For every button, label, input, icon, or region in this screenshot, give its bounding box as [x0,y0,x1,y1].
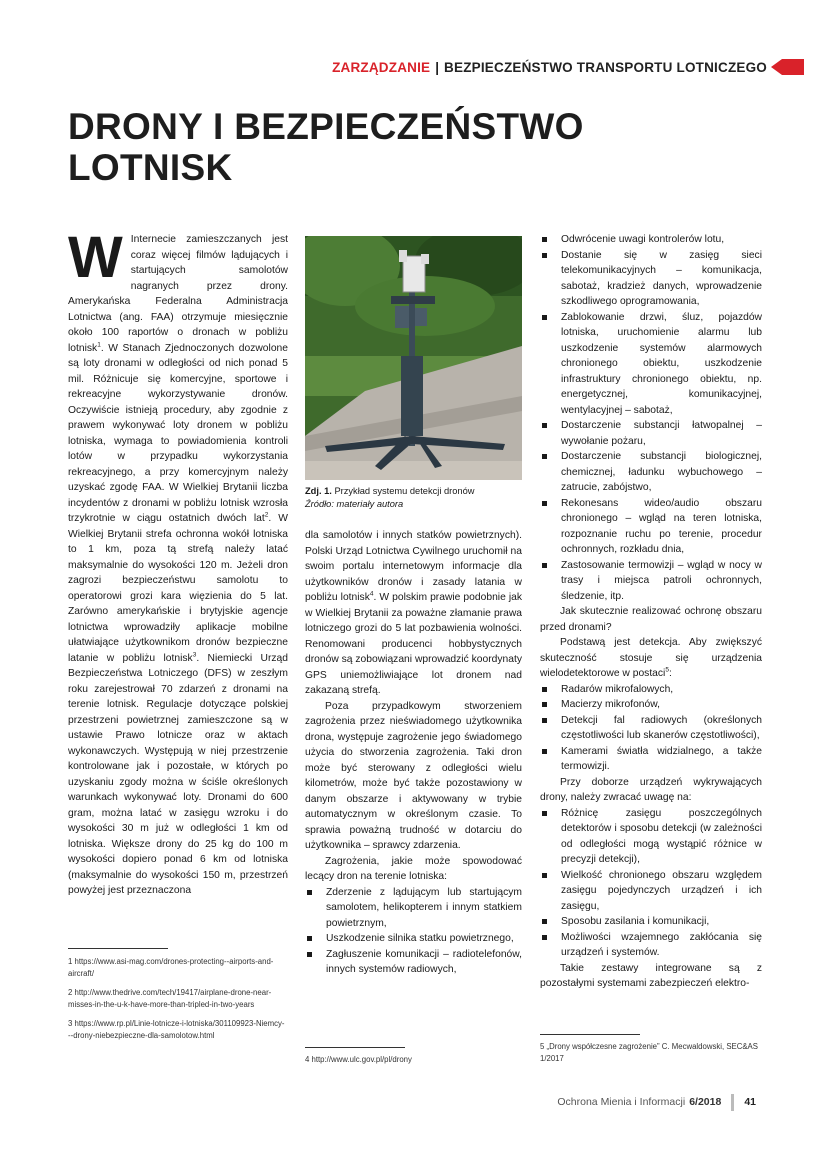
section-header [332,56,804,78]
page-number: 41 [744,1096,756,1108]
footnote-divider [68,948,168,949]
threat-list-continued [540,232,762,604]
list-item: Dostanie się w zasięg sieci telekomunikacyjnych – komunikacja, sabotaż, kradzież danych, wprowadzenie szkodliwego oprogramowania, [540,248,762,310]
list-item: Kamerami światła widzialnego, a także termowizji. [540,744,762,775]
footnote-ref: 5 [665,666,669,674]
paragraph: Zagrożenia, jakie może spowodować lecący dron na terenie lotniska: [305,855,522,882]
list-item: Odwrócenie uwagi kontrolerów lotu, [540,232,762,248]
paragraph: Podstawą jest detekcja. Aby zwiększyć skuteczność stosuje się urządzenia wielodetektorowe w postaci [540,637,762,679]
list-item: Zagłuszenie komunikacji – radiotelefonów, innych systemów radiowych, [305,947,522,978]
list-item: Zablokowanie drzwi, śluz, pojazdów lotniska, uruchomienie alarmu lub uszkodzenie systemów alarmowych chronionego obiektu, uszkodzenie infrastruktury chronionego obiektu, np. energetycznej, komunikacyjnej, wentylacyjnej – sabotaż, [540,310,762,419]
footnote-ref: 1 [97,341,101,349]
paragraph: Przy doborze urządzeń wykrywających drony, należy zwracać uwagę na: [540,776,762,803]
paragraph: Jak skutecznie realizować ochronę obszaru przed dronami? [540,606,762,633]
list-item: Uszkodzenie silnika statku powietrznego, [305,931,522,947]
caption-source: Źródło: materiały autora [305,499,404,509]
paragraph: . W polskim prawie podobnie jak w Wielkiej Brytanii za poważne złamanie prawa lotniczego grozi do 5 lat pozbawienia wolności. Renomowani producenci hobbystycznych dronów są zobowiązani wprowadzić koordynaty GPS uniemożliwiające lot dronem nad zakazaną strefą. [305,592,522,696]
caption-text: Przykład systemu detekcji dronów [331,486,475,496]
footnotes-column-2 [305,1054,522,1073]
drop-cap: W [68,225,123,290]
list-item: Zderzenie z lądującym lub startującym samolotem, helikopterem i innym statkiem powietrznym, [305,885,522,932]
header-separator: | [435,59,440,75]
photo-illustration [305,236,522,480]
article-column-1 [68,225,288,899]
list-item: Zastosowanie termowizji – wgląd w nocy w trasy i miejsca patroli ochronnych, śledzenie, itp. [540,558,762,605]
list-item: Radarów mikrofalowych, [540,682,762,698]
list-item: Sposobu zasilania i komunikacji, [540,914,762,930]
article-column-3 [540,232,762,992]
list-item: Rekonesans wideo/audio obszaru chronionego – wgląd na teren lotniska, rozpoznanie ruchu po terenie, procedur ochronnych, rozkładu dnia, [540,496,762,558]
article-title: DRONY I BEZPIECZEŃSTWO LOTNISK [68,106,584,188]
paragraph: . W Stanach Zjednoczonych dozwolone są loty dronami w odległości od nich ponad 5 mil. Różnicuje się komercyjne, sportowe i rekreacyjne wykorzystywanie dronów. Oczywiście istnieją procedury, aby zgodnie z prawem wykonywać loty dronem w pobliżu lotniska, wymaga to powiadomienia kontroli lotów w przypadku wykorzystania rekreacyjnego, a przy komercyjnym należy uzyskać zgodę FAA. W Wielkiej Brytanii liczba incydentów z dronami w pobliżu lotnisk wzrosła trzykrotnie w ciągu ostatnich dwóch lat [68,342,288,524]
list-item: Dostarczenie substancji biologicznej, chemicznej, ładunku wybuchowego – zatrucie, zabójstwo, [540,449,762,496]
caption-label: Zdj. 1. [305,486,332,496]
paragraph: Internecie zamieszczanych jest coraz więcej filmów lądujących i startujących samolotów nagranych przez drony. Amerykańska Federalna Administracja Lotnictwa (ang. FAA) otrzymuje miesięcznie około 100 raportów o dronach w pobliżu lotnisk [68,234,288,354]
header-accent-bar [782,59,804,75]
photo-caption [305,485,522,511]
magazine-name: Ochrona Mienia i Informacji [557,1096,686,1108]
footnote-1: 1 https://www.asi-mag.com/drones-protecting--airports-and-aircraft/ [68,957,274,978]
footnote-ref: 4 [369,590,374,598]
paragraph: Takie zestawy integrowane są z pozostałymi systemami zabezpieczeń elektro- [540,962,762,989]
paragraph: dla samolotów i innych statków powietrznych). Polski Urząd Lotnictwa Cywilnego uruchomił na swoim portalu internetowym informacje dla użytkowników dronów i zasady latania w pobliżu lotnisk [305,530,522,603]
footnote-ref: 3 [192,651,197,659]
footnote-4: 4 http://www.ulc.gov.pl/pl/drony [305,1055,412,1064]
footnote-3: 3 https://www.rp.pl/Linie-lotnicze-i-lotniska/301109923-Niemcy---drony-niebezpieczne-dla-samolotow.html [68,1019,285,1040]
footnotes-column-3 [540,1041,762,1072]
footnote-divider [540,1034,640,1035]
footnote-5: 5 „Drony współczesne zagrożenie” C. Mecwaldowski, SEC&AS 1/2017 [540,1042,758,1063]
paragraph: . Niemiecki Urząd Bezpieczeństwa Lotniczego (DFS) w zeszłym roku zarejestrował 70 zdarzeń z dronami na terenie lotnisk. Regulacje dotyczące polskiej przestrzeni powietrznej zamieszczone są w ustawie Prawo lotnicze oraz w aktach wykonawczych. Występują w niej przestrzenie kontrolowane jak i pozostałe, w których po uzyskaniu zgody można w ściśle określonych warunkach wykonywać loty. Dronami do 600 gram, można latać w zasięgu wzroku i do wysokości 30 m już w odległości 1 km od lotniska. Większe drony do 25 kg do 100 m wysokości dopiero ponad 6 km od lotniska (maksymalnie do wysokości 150 m, przestrzeń powyżej jest przeznaczona [68,652,288,896]
footnote-divider [305,1047,405,1048]
page-footer [557,1092,756,1112]
threat-list [305,885,522,978]
article-column-2 [305,528,522,978]
header-arrow-icon [771,59,782,75]
footnote-2: 2 http://www.thedrive.com/tech/19417/airplane-drone-near-misses-in-the-u-k-have-more-than-tripled-in-two-years [68,988,272,1009]
list-item: Dostarczenie substancji łatwopalnej – wywołanie pożaru, [540,418,762,449]
topic-label: BEZPIECZEŃSTWO TRANSPORTU LOTNICZEGO [444,59,767,75]
selection-criteria-list [540,806,762,961]
drone-detection-photo [305,236,522,480]
list-item: Możliwości wzajemnego zakłócania się urządzeń i systemów. [540,930,762,961]
paragraph: : [668,668,672,679]
section-label: ZARZĄDZANIE [332,59,431,75]
issue-number: 6/2018 [689,1096,722,1108]
footer-divider [731,1094,734,1111]
list-item: Detekcji fal radiowych (określonych częstotliwości lub skanerów częstotliwości), [540,713,762,744]
detector-list [540,682,762,775]
list-item: Wielkość chronionego obszaru względem zasięgu pojedynczych urządzeń i ich zasięgu, [540,868,762,915]
paragraph: Poza przypadkowym stworzeniem zagrożenia przez nieświadomego użytkownika drona, występuje zagrożenie jego świadomego użycia do stworzenia zagrożenia. Taki dron może być sterowany z odległości wielu kilometrów, może być także pozostawiony w danym obszarze i aktywowany w trybie automatycznym w określonym czasie. To sprawia poważną trudność w dotarciu do użytkownika – sprawcy zdarzenia. [305,700,522,851]
list-item: Różnicę zasięgu poszczególnych detektorów i sposobu detekcji (w zależności od odległości mogą wystąpić różnice w precyzji detekcji), [540,806,762,868]
list-item: Macierzy mikrofonów, [540,697,762,713]
paragraph: . W Wielkiej Brytanii strefa ochronna wokół lotniska to 1 km, poza tą strefą należy latać maksymalnie do wysokości 120 m. Jeżeli dron zagrozi bezpieczeństwu samolotu to operatorowi grozi kara więzienia do 5 lat. Zarówno amerykańskie i brytyjskie agencje lotnictwa wprowadziły aplikacje mobilne ułatwiające użytkownikom dronów bezpieczne latanie w pobliżu lotnisk [68,513,288,664]
footnotes-column-1 [68,956,286,1049]
footnote-ref: 2 [264,511,269,519]
